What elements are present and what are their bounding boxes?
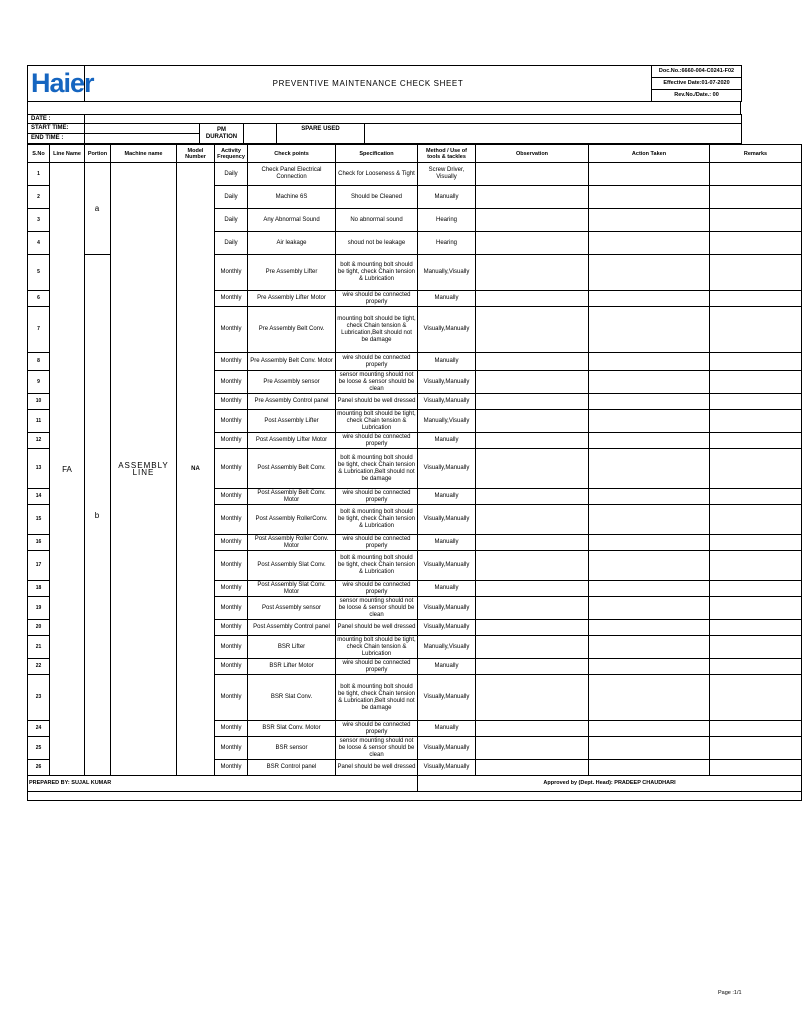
check-sheet — [27, 65, 768, 801]
row-action-taken-field[interactable] — [589, 232, 710, 255]
row-specification: wire should be connected properly — [336, 535, 418, 551]
col-portion: Portion — [85, 145, 111, 163]
row-check-point: Post Assembly Belt Conv. — [248, 449, 336, 489]
row-specification: wire should be connected properly — [336, 433, 418, 449]
row-action-taken-field[interactable] — [589, 636, 710, 659]
row-method: Manually,Visually — [418, 410, 476, 433]
row-check-point: Check Panel Electrical Connection — [248, 163, 336, 186]
row-remarks-field[interactable] — [710, 489, 802, 505]
row-method: Hearing — [418, 232, 476, 255]
row-method: Hearing — [418, 209, 476, 232]
row-observation-field[interactable] — [476, 410, 589, 433]
row-check-point: Air leakage — [248, 232, 336, 255]
col-method: Method / Use of tools & tackles — [418, 145, 476, 163]
row-check-point: Machine 6S — [248, 186, 336, 209]
row-frequency: Monthly — [215, 291, 248, 307]
row-sno: 2 — [28, 186, 50, 209]
row-check-point: Any Abnormal Sound — [248, 209, 336, 232]
row-observation-field[interactable] — [476, 307, 589, 353]
checklist-table — [27, 144, 802, 801]
row-specification: Check for Looseness & Tight — [336, 163, 418, 186]
revision-number: Rev.No./Date.: 00 — [652, 90, 742, 102]
row-observation-field[interactable] — [476, 449, 589, 489]
row-action-taken-field[interactable] — [589, 291, 710, 307]
row-frequency: Monthly — [215, 620, 248, 636]
header-spacer — [27, 102, 741, 114]
row-frequency: Monthly — [215, 581, 248, 597]
row-method: Manually — [418, 535, 476, 551]
row-observation-field[interactable] — [476, 163, 589, 186]
row-observation-field[interactable] — [476, 489, 589, 505]
spare-used-label: SPARE USED — [277, 124, 365, 144]
col-observation: Observation — [476, 145, 589, 163]
row-action-taken-field[interactable] — [589, 489, 710, 505]
row-frequency: Monthly — [215, 551, 248, 581]
row-observation-field[interactable] — [476, 597, 589, 620]
row-method: Manually — [418, 721, 476, 737]
row-remarks-field[interactable] — [710, 505, 802, 535]
row-check-point: BSR Control panel — [248, 760, 336, 776]
row-sno: 18 — [28, 581, 50, 597]
row-frequency: Monthly — [215, 505, 248, 535]
row-remarks-field[interactable] — [710, 232, 802, 255]
table-row — [28, 163, 802, 186]
row-action-taken-field[interactable] — [589, 371, 710, 394]
start-time-label: START TIME: — [28, 124, 85, 134]
row-frequency: Monthly — [215, 255, 248, 291]
row-sno: 24 — [28, 721, 50, 737]
row-check-point: Post Assembly Lifter — [248, 410, 336, 433]
row-method: Visually,Manually — [418, 371, 476, 394]
row-sno: 20 — [28, 620, 50, 636]
row-observation-field[interactable] — [476, 433, 589, 449]
prepared-by: PREPARED BY: SUJAL KUMAR — [28, 776, 418, 792]
row-remarks-field[interactable] — [710, 410, 802, 433]
line-name-cell: FA — [50, 163, 85, 776]
row-specification: shoud not be leakage — [336, 232, 418, 255]
row-action-taken-field[interactable] — [589, 394, 710, 410]
row-frequency: Monthly — [215, 410, 248, 433]
footer-row — [28, 776, 802, 792]
row-frequency: Monthly — [215, 721, 248, 737]
row-specification: bolt & mounting bolt should be tight, check Chain tension & Lubrication — [336, 551, 418, 581]
row-method: Visually,Manually — [418, 551, 476, 581]
row-check-point: Post Assembly sensor — [248, 597, 336, 620]
row-remarks-field[interactable] — [710, 551, 802, 581]
row-method: Manually,Visually — [418, 255, 476, 291]
row-specification: bolt & mounting bolt should be tight, check Chain tension & Lubrication — [336, 255, 418, 291]
row-sno: 12 — [28, 433, 50, 449]
row-frequency: Monthly — [215, 597, 248, 620]
start-time-field[interactable] — [85, 124, 200, 134]
row-specification: No abnormal sound — [336, 209, 418, 232]
row-sno: 13 — [28, 449, 50, 489]
row-sno: 8 — [28, 353, 50, 371]
row-remarks-field[interactable] — [710, 186, 802, 209]
row-observation-field[interactable] — [476, 675, 589, 721]
row-action-taken-field[interactable] — [589, 449, 710, 489]
row-sno: 26 — [28, 760, 50, 776]
row-observation-field[interactable] — [476, 186, 589, 209]
date-field[interactable] — [85, 115, 742, 124]
row-method: Manually — [418, 291, 476, 307]
row-check-point: BSR Slat Conv. Motor — [248, 721, 336, 737]
row-remarks-field[interactable] — [710, 307, 802, 353]
row-specification: sensor mounting should not be loose & sensor should be clean — [336, 371, 418, 394]
row-remarks-field[interactable] — [710, 291, 802, 307]
haier-logo: Haier — [28, 66, 85, 102]
column-header-row — [28, 145, 802, 163]
machine-name-cell: ASSEMBLY LINE — [111, 163, 177, 776]
row-frequency: Monthly — [215, 449, 248, 489]
row-check-point: BSR Lifter — [248, 636, 336, 659]
model-number-cell: NA — [177, 163, 215, 776]
row-specification: wire should be connected properly — [336, 353, 418, 371]
row-sno: 9 — [28, 371, 50, 394]
row-specification: mounting bolt should be tight, check Chain tension & Lubrication,Belt should not be damage — [336, 307, 418, 353]
row-frequency: Monthly — [215, 371, 248, 394]
row-check-point: Pre Assembly Lifter Motor — [248, 291, 336, 307]
row-frequency: Daily — [215, 186, 248, 209]
page-title: PREVENTIVE MAINTENANCE CHECK SHEET — [85, 66, 652, 102]
col-sno: S.No — [28, 145, 50, 163]
row-sno: 6 — [28, 291, 50, 307]
row-sno: 4 — [28, 232, 50, 255]
row-remarks-field[interactable] — [710, 737, 802, 760]
row-frequency: Monthly — [215, 433, 248, 449]
row-check-point: Post Assembly RollerConv. — [248, 505, 336, 535]
row-check-point: Pre Assembly Lifter — [248, 255, 336, 291]
row-check-point: Post Assembly Roller Conv. Motor — [248, 535, 336, 551]
row-remarks-field[interactable] — [710, 636, 802, 659]
end-time-field[interactable] — [85, 134, 200, 144]
row-specification: sensor mounting should not be loose & sensor should be clean — [336, 597, 418, 620]
row-method: Manually — [418, 433, 476, 449]
row-remarks-field[interactable] — [710, 449, 802, 489]
row-check-point: BSR sensor — [248, 737, 336, 760]
row-specification: wire should be connected properly — [336, 659, 418, 675]
doc-number: Doc.No.:6660-004-C0241-F02 — [652, 66, 742, 78]
row-frequency: Monthly — [215, 675, 248, 721]
col-action-taken: Action Taken — [589, 145, 710, 163]
row-frequency: Monthly — [215, 353, 248, 371]
row-observation-field[interactable] — [476, 232, 589, 255]
row-check-point: Post Assembly Slat Conv. Motor — [248, 581, 336, 597]
row-sno: 16 — [28, 535, 50, 551]
row-remarks-field[interactable] — [710, 255, 802, 291]
row-observation-field[interactable] — [476, 737, 589, 760]
row-sno: 15 — [28, 505, 50, 535]
row-observation-field[interactable] — [476, 255, 589, 291]
row-remarks-field[interactable] — [710, 620, 802, 636]
row-action-taken-field[interactable] — [589, 163, 710, 186]
row-check-point: Pre Assembly sensor — [248, 371, 336, 394]
row-sno: 5 — [28, 255, 50, 291]
row-action-taken-field[interactable] — [589, 551, 710, 581]
row-check-point: Post Assembly Lifter Motor — [248, 433, 336, 449]
row-action-taken-field[interactable] — [589, 581, 710, 597]
approved-by: Approved by (Dept. Head): PRADEEP CHAUDHARI — [418, 776, 802, 792]
row-specification: wire should be connected properly — [336, 721, 418, 737]
row-sno: 17 — [28, 551, 50, 581]
row-remarks-field[interactable] — [710, 209, 802, 232]
col-activity-frequency: Activity Frequency — [215, 145, 248, 163]
row-method: Visually,Manually — [418, 675, 476, 721]
row-observation-field[interactable] — [476, 371, 589, 394]
col-specification: Specification — [336, 145, 418, 163]
row-method: Manually — [418, 659, 476, 675]
row-action-taken-field[interactable] — [589, 186, 710, 209]
row-sno: 1 — [28, 163, 50, 186]
row-observation-field[interactable] — [476, 209, 589, 232]
row-remarks-field[interactable] — [710, 394, 802, 410]
row-action-taken-field[interactable] — [589, 307, 710, 353]
footer-spacer-row — [28, 792, 802, 801]
row-action-taken-field[interactable] — [589, 597, 710, 620]
row-action-taken-field[interactable] — [589, 410, 710, 433]
row-remarks-field[interactable] — [710, 760, 802, 776]
row-action-taken-field[interactable] — [589, 659, 710, 675]
row-method: Manually — [418, 353, 476, 371]
row-method: Visually,Manually — [418, 307, 476, 353]
row-remarks-field[interactable] — [710, 675, 802, 721]
row-frequency: Monthly — [215, 535, 248, 551]
row-check-point: Pre Assembly Belt Conv. Motor — [248, 353, 336, 371]
row-method: Screw Driver, Visually — [418, 163, 476, 186]
col-check-points: Check points — [248, 145, 336, 163]
row-sno: 14 — [28, 489, 50, 505]
portion-b-cell: b — [85, 255, 111, 776]
row-frequency: Monthly — [215, 636, 248, 659]
row-observation-field[interactable] — [476, 659, 589, 675]
row-sno: 25 — [28, 737, 50, 760]
row-observation-field[interactable] — [476, 551, 589, 581]
row-specification: wire should be connected properly — [336, 291, 418, 307]
row-check-point: Post Assembly Slat Conv. — [248, 551, 336, 581]
row-observation-field[interactable] — [476, 636, 589, 659]
row-sno: 21 — [28, 636, 50, 659]
row-sno: 19 — [28, 597, 50, 620]
row-sno: 22 — [28, 659, 50, 675]
row-check-point: Post Assembly Control panel — [248, 620, 336, 636]
col-model-number: Model Number — [177, 145, 215, 163]
row-observation-field[interactable] — [476, 760, 589, 776]
info-block — [27, 114, 742, 144]
effective-date: Effective Date:01-07-2020 — [652, 78, 742, 90]
row-observation-field[interactable] — [476, 291, 589, 307]
row-remarks-field[interactable] — [710, 581, 802, 597]
row-check-point: Pre Assembly Control panel — [248, 394, 336, 410]
row-action-taken-field[interactable] — [589, 433, 710, 449]
row-action-taken-field[interactable] — [589, 353, 710, 371]
row-observation-field[interactable] — [476, 353, 589, 371]
date-label: DATE : — [28, 115, 85, 124]
row-action-taken-field[interactable] — [589, 209, 710, 232]
row-observation-field[interactable] — [476, 535, 589, 551]
spare-used-field[interactable] — [365, 124, 742, 144]
row-observation-field[interactable] — [476, 620, 589, 636]
row-remarks-field[interactable] — [710, 721, 802, 737]
row-method: Visually,Manually — [418, 597, 476, 620]
row-check-point: BSR Slat Conv. — [248, 675, 336, 721]
row-action-taken-field[interactable] — [589, 721, 710, 737]
row-sno: 7 — [28, 307, 50, 353]
row-observation-field[interactable] — [476, 394, 589, 410]
row-action-taken-field[interactable] — [589, 737, 710, 760]
row-method: Visually,Manually — [418, 394, 476, 410]
row-sno: 23 — [28, 675, 50, 721]
row-specification: bolt & mounting bolt should be tight, check Chain tension & Lubrication,Belt should not be damage — [336, 675, 418, 721]
row-sno: 11 — [28, 410, 50, 433]
row-specification: bolt & mounting bolt should be tight, check Chain tension & Lubrication,Belt should not be damage — [336, 449, 418, 489]
row-specification: Panel should be well dressed — [336, 760, 418, 776]
row-frequency: Daily — [215, 209, 248, 232]
col-machine-name: Machine name — [111, 145, 177, 163]
row-specification: mounting bolt should be tight, check Chain tension & Lubrication — [337, 410, 416, 431]
row-action-taken-field[interactable] — [589, 505, 710, 535]
row-remarks-field[interactable] — [710, 433, 802, 449]
row-method: Visually,Manually — [418, 449, 476, 489]
checklist-rows — [28, 163, 802, 776]
row-action-taken-field[interactable] — [589, 255, 710, 291]
row-action-taken-field[interactable] — [589, 675, 710, 721]
row-sno: 10 — [28, 394, 50, 410]
row-specification: wire should be connected properly — [336, 581, 418, 597]
row-frequency: Daily — [215, 232, 248, 255]
row-frequency: Monthly — [215, 737, 248, 760]
row-method: Visually,Manually — [418, 620, 476, 636]
row-method: Manually — [418, 581, 476, 597]
col-line-name: Line Name — [50, 145, 85, 163]
row-specification: Panel should be well dressed — [336, 620, 418, 636]
row-remarks-field[interactable] — [710, 535, 802, 551]
row-specification: Panel should be well dressed — [336, 394, 418, 410]
row-frequency: Monthly — [215, 760, 248, 776]
row-frequency: Daily — [215, 163, 248, 186]
row-remarks-field[interactable] — [710, 353, 802, 371]
row-method: Visually,Manually — [418, 760, 476, 776]
row-frequency: Monthly — [215, 659, 248, 675]
row-specification: Should be Cleaned — [336, 186, 418, 209]
row-check-point: Post Assembly Belt Conv. Motor — [248, 489, 336, 505]
row-check-point: BSR Lifter Motor — [248, 659, 336, 675]
row-method: Manually,Visually — [418, 636, 476, 659]
row-sno: 3 — [28, 209, 50, 232]
row-action-taken-field[interactable] — [589, 535, 710, 551]
pm-duration-label: PM DURATION — [200, 124, 244, 144]
pm-duration-field[interactable] — [244, 124, 277, 144]
portion-a-cell: a — [85, 163, 111, 255]
row-remarks-field[interactable] — [710, 371, 802, 394]
row-remarks-field[interactable] — [710, 163, 802, 186]
row-observation-field[interactable] — [476, 721, 589, 737]
row-action-taken-field[interactable] — [589, 760, 710, 776]
row-method: Visually,Manually — [418, 737, 476, 760]
row-remarks-field[interactable] — [710, 597, 802, 620]
row-frequency: Monthly — [215, 307, 248, 353]
sheet-header — [27, 65, 742, 102]
page-number: Page :1/1 — [718, 990, 742, 996]
row-frequency: Monthly — [215, 394, 248, 410]
row-action-taken-field[interactable] — [589, 620, 710, 636]
row-method: Visually,Manually — [418, 505, 476, 535]
row-specification: mounting bolt should be tight, check Chain tension & Lubrication — [337, 636, 416, 657]
row-check-point: Pre Assembly Belt Conv. — [248, 307, 336, 353]
row-observation-field[interactable] — [476, 581, 589, 597]
row-frequency: Monthly — [215, 489, 248, 505]
row-method: Manually — [418, 186, 476, 209]
end-time-label: END TIME : — [28, 134, 85, 144]
row-method: Manually — [418, 489, 476, 505]
row-specification: sensor mounting should not be loose & sensor should be clean — [336, 737, 418, 760]
col-remarks: Remarks — [710, 145, 802, 163]
row-observation-field[interactable] — [476, 505, 589, 535]
row-specification: wire should be connected properly — [336, 489, 418, 505]
row-remarks-field[interactable] — [710, 659, 802, 675]
row-specification: bolt & mounting bolt should be tight, check Chain tension & Lubrication — [336, 505, 418, 535]
